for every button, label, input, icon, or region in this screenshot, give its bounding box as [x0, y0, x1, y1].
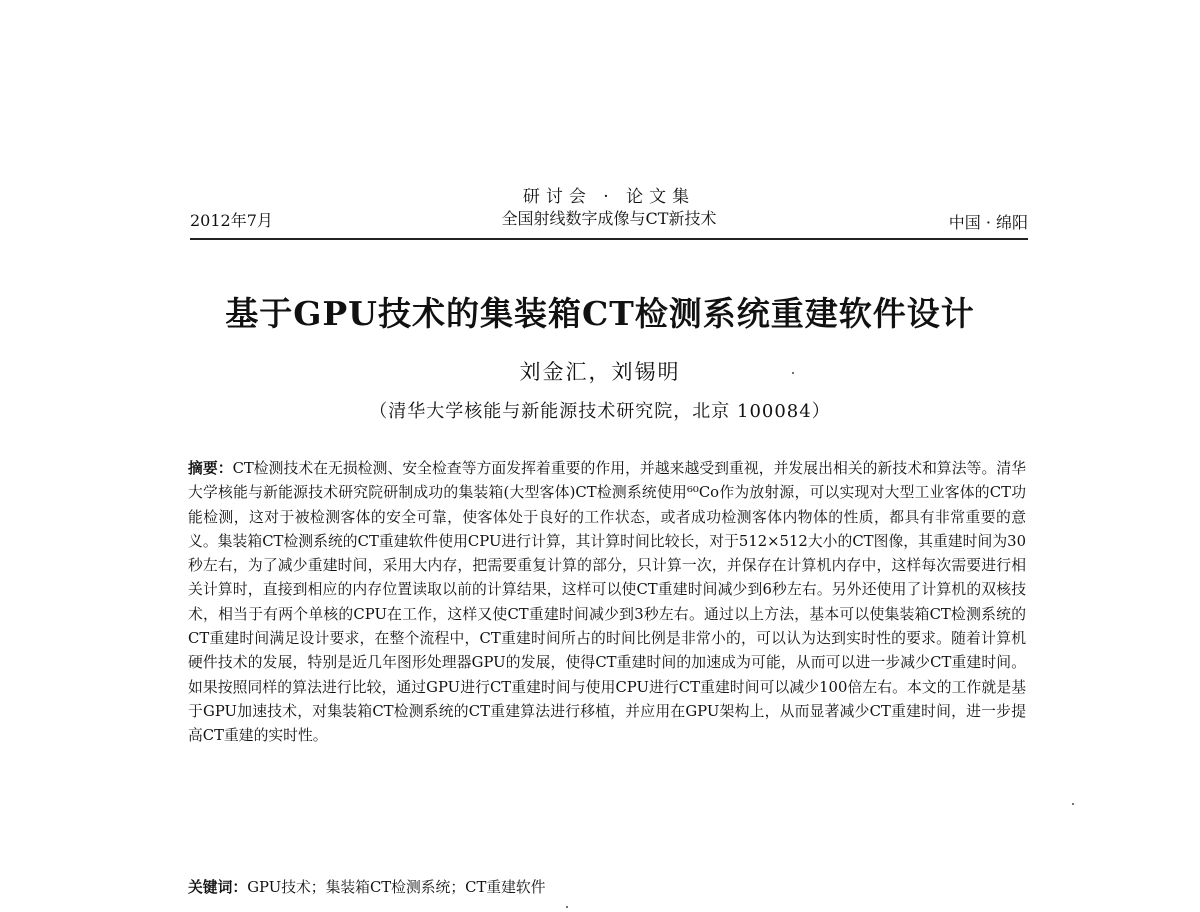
keywords-line: [188, 876, 1026, 900]
scan-speck: [566, 906, 568, 908]
header-center-block: [190, 186, 1028, 230]
paper-title: 基于GPU技术的集装箱CT检测系统重建软件设计: [225, 294, 975, 333]
header-location: 中国 · 绵阳: [948, 213, 1028, 232]
header-date: 2012年7月: [190, 211, 273, 230]
keywords-label: 关键词：: [188, 879, 248, 896]
header-series: 研讨会 · 论文集: [522, 187, 696, 207]
running-header: [190, 186, 1028, 238]
header-rule: [190, 238, 1028, 240]
abstract-label: 摘要：: [188, 460, 233, 477]
header-conference: 全国射线数字成像与CT新技术: [501, 209, 717, 228]
scan-speck: [1072, 803, 1074, 805]
paper-affiliation: （清华大学核能与新能源技术研究院，北京 100084）: [369, 401, 831, 422]
abstract-paragraph: [188, 457, 1026, 749]
paper-authors: 刘金汇，刘锡明: [519, 360, 681, 384]
scan-speck: [792, 372, 794, 374]
abstract-text: CT检测技术在无损检测、安全检查等方面发挥着重要的作用，并越来越受到重视，并发展出相关的新技术和算法等。清华大学核能与新能源技术研究院研制成功的集装箱(大型客体)CT检测系统使用⁶⁰Co作为放射源，可以实现对大型工业客体的CT功能检测，这对于被检测客体的安全可靠，使客体处于良好的工作状态，或者成功检测客体内物体的性质，都具有非常重要的意义。集装箱CT检测系统的CT重建软件使用CPU进行计算，其计算时间比较长，对于512×512大小的CT图像，其重建时间为30秒左右，为了减少重建时间，采用大内存，把需要重复计算的部分，只计算一次，并保存在计算机内存中，这样每次需要进行相关计算时，直接到相应的内存位置读取以前的计算结果，这样可以使CT重建时间减少到6秒左右。另外还使用了计算机的双核技术，相当于有两个单核的CPU在工作，这样又使CT重建时间减少到3秒左右。通过以上方法，基本可以使集装箱CT检测系统的CT重建时间满足设计要求，在整个流程中，CT重建时间所占的时间比例是非常小的，可以认为达到实时性的要求。随着计算机硬件技术的发展，特别是近几年图形处理器GPU的发展，使得CT重建时间的加速成为可能，从而可以进一步减少CT重建时间。如果按照同样的算法进行比较，通过GPU进行CT重建时间与使用CPU进行CT重建时间可以减少100倍左右。本文的工作就是基于GPU加速技术，对集装箱CT检测系统的CT重建算法进行移植，并应用在GPU架构上，从而显著减少CT重建时间，进一步提高CT重建的实时性。: [188, 460, 1026, 745]
keywords-text: GPU技术；集装箱CT检测系统；CT重建软件: [247, 879, 546, 896]
